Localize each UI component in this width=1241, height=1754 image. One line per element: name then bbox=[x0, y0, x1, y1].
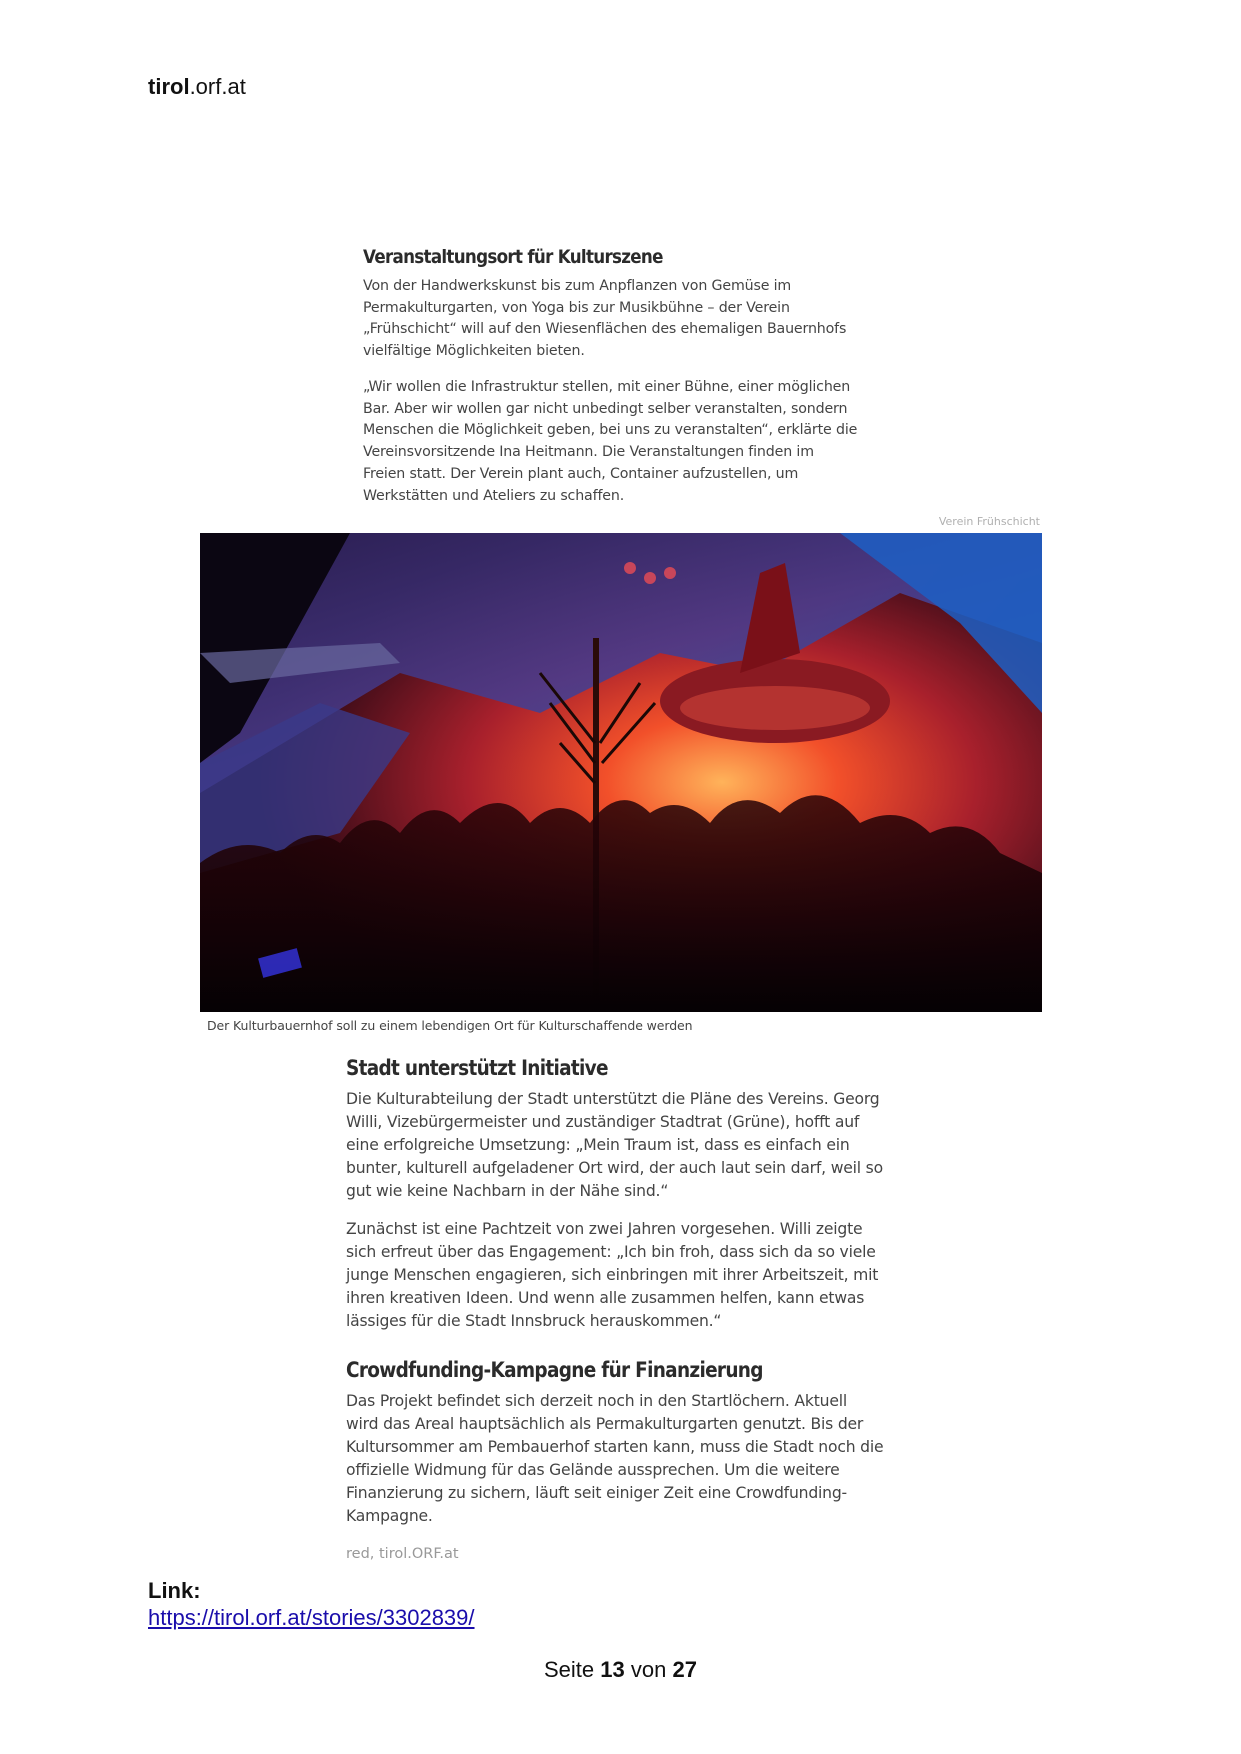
section1-paragraph-2 bbox=[363, 377, 857, 507]
article-link[interactable]: https://tirol.orf.at/stories/3302839/ bbox=[148, 1605, 475, 1630]
photo-credit: Verein Frühschicht bbox=[938, 515, 1040, 528]
section3-paragraph-1 bbox=[346, 1390, 883, 1528]
article-photo bbox=[200, 533, 1042, 1012]
text-line: Menschen die Möglichkeit geben, bei uns zu veranstalten“, erklärte die bbox=[363, 422, 858, 439]
text-line: eine erfolgreiche Umsetzung: „Mein Traum ist, dass es einfach ein bbox=[346, 1136, 850, 1154]
section2-paragraph-1 bbox=[346, 1088, 883, 1203]
text-line: Permakulturgarten, von Yoga bis zur Musikbühne – der Verein bbox=[363, 299, 790, 316]
photo-caption: Der Kulturbauernhof soll zu einem lebendigen Ort für Kulturschaffende werden bbox=[207, 1018, 693, 1033]
text-line: Freien statt. Der Verein plant auch, Container aufzustellen, um bbox=[363, 465, 799, 482]
text-line: „Frühschicht“ will auf den Wiesenflächen des ehemaligen Bauernhofs bbox=[363, 321, 847, 338]
section-heading-city-support: Stadt unterstützt Initiative bbox=[346, 1056, 608, 1080]
text-line: Das Projekt befindet sich derzeit noch in den Startlöchern. Aktuell bbox=[346, 1392, 847, 1410]
text-line: Kultursommer am Pembauerhof starten kann, muss die Stadt noch die bbox=[346, 1438, 884, 1456]
page-number bbox=[0, 1657, 1241, 1683]
text-line: wird das Areal hauptsächlich als Permakulturgarten genutzt. Bis der bbox=[346, 1415, 864, 1433]
site-name-bold: tirol bbox=[148, 74, 190, 99]
page-current: 13 bbox=[600, 1657, 625, 1682]
section-heading-crowdfunding: Crowdfunding-Kampagne für Finanzierung bbox=[346, 1358, 763, 1382]
page-mid: von bbox=[630, 1657, 667, 1682]
tent-party-illustration bbox=[200, 533, 1042, 1012]
byline: red, tirol.ORF.at bbox=[346, 1546, 459, 1562]
text-line: Finanzierung zu sichern, läuft seit einiger Zeit eine Crowdfunding- bbox=[346, 1484, 847, 1502]
text-line: sich erfreut über das Engagement: „Ich bin froh, dass sich da so viele bbox=[346, 1243, 876, 1261]
page-prefix: Seite bbox=[544, 1657, 595, 1682]
text-line: offizielle Widmung für das Gelände aussprechen. Um die weitere bbox=[346, 1461, 840, 1479]
text-line: Willi, Vizebürgermeister und zuständiger Stadtrat (Grüne), hofft auf bbox=[346, 1113, 860, 1131]
link-label: Link: bbox=[148, 1578, 201, 1603]
text-line: bunter, kulturell aufgeladener Ort wird, der auch laut sein darf, weil so bbox=[346, 1159, 883, 1177]
text-line: ihren kreativen Ideen. Und wenn alle zusammen helfen, kann etwas bbox=[346, 1289, 865, 1307]
text-line: junge Menschen engagieren, sich einbringen mit ihrer Arbeitszeit, mit bbox=[346, 1266, 879, 1284]
text-line: Bar. Aber wir wollen gar nicht unbedingt selber veranstalten, sondern bbox=[363, 400, 848, 417]
text-line: Vereinsvorsitzende Ina Heitmann. Die Veranstaltungen finden im bbox=[363, 444, 814, 461]
site-header bbox=[148, 74, 246, 100]
page-total: 27 bbox=[672, 1657, 697, 1682]
text-line: Von der Handwerkskunst bis zum Anpflanzen von Gemüse im bbox=[363, 278, 792, 294]
text-line: Werkstätten und Ateliers zu schaffen. bbox=[363, 487, 625, 504]
text-line: Kampagne. bbox=[346, 1507, 433, 1525]
text-line: gut wie keine Nachbarn in der Nähe sind.“ bbox=[346, 1182, 669, 1200]
text-line: Die Kulturabteilung der Stadt unterstützt die Pläne des Vereins. Georg bbox=[346, 1090, 880, 1108]
text-line: Zunächst ist eine Pachtzeit von zwei Jahren vorgesehen. Willi zeigte bbox=[346, 1220, 863, 1238]
text-line: „Wir wollen die Infrastruktur stellen, mit einer Bühne, einer möglichen bbox=[363, 379, 851, 395]
section-heading-venue: Veranstaltungsort für Kulturszene bbox=[363, 246, 663, 268]
section2-paragraph-2 bbox=[346, 1218, 878, 1333]
site-name-rest: .orf.at bbox=[189, 74, 246, 99]
section1-paragraph-1 bbox=[363, 276, 846, 363]
text-line: vielfältige Möglichkeiten bieten. bbox=[363, 343, 585, 360]
text-line: lässiges für die Stadt Innsbruck herauskommen.“ bbox=[346, 1312, 722, 1330]
